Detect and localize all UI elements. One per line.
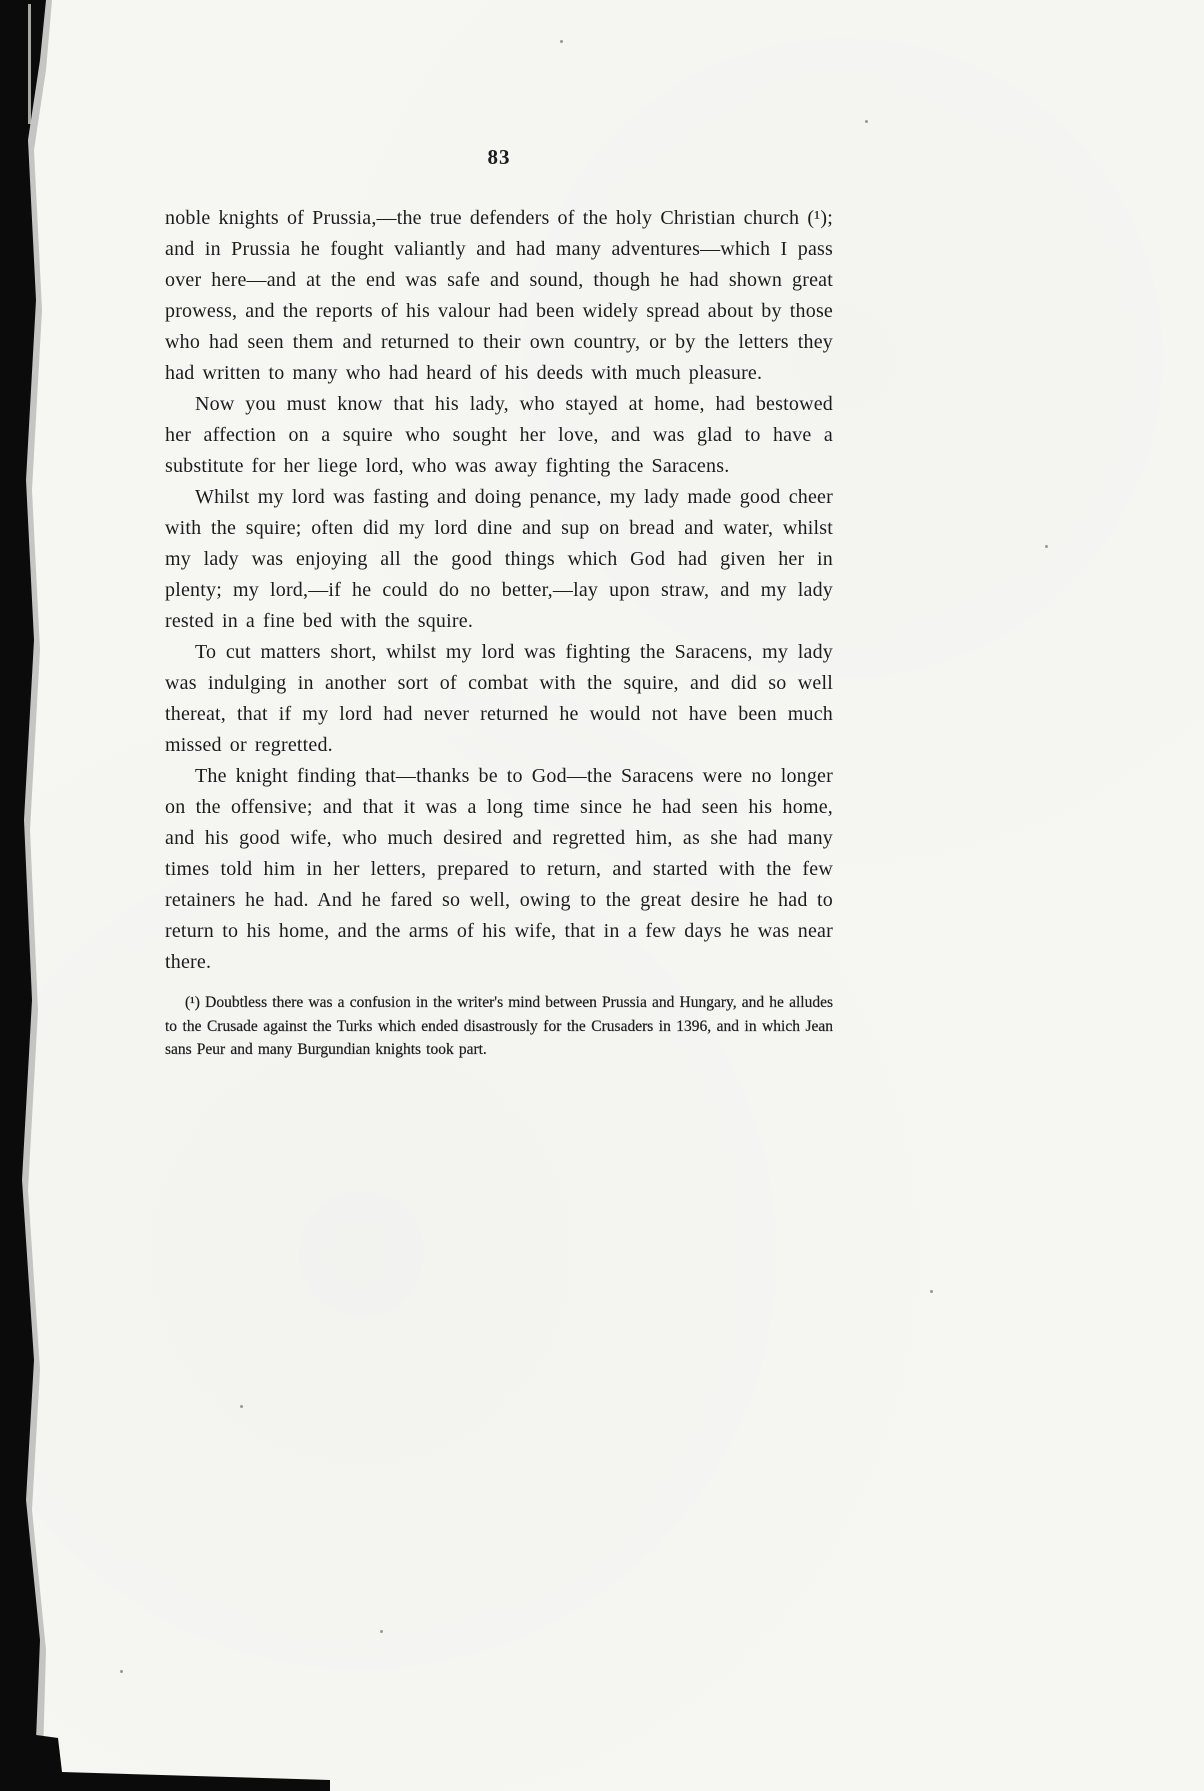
scan-speckle [380,1630,383,1633]
scan-speckle [930,1290,933,1293]
scan-speckle [120,1670,123,1673]
scan-speckle [240,1405,243,1408]
text-block [165,145,833,1062]
page-number: 83 [487,145,511,169]
scan-speckle [560,40,563,43]
scan-speckle [1045,545,1048,548]
paragraph: The knight finding that—thanks be to God—the Saracens were no longer on the offensive; and that it was a long time since he had seen his home, and his good wife, who much desired and regretted him, as she had many times told him in her letters, prepared to return, and started with the few retainers he had. And he fared so well, owing to the great desire he had to return to his home, and the arms of his wife, that in a few days he was near there. [165,765,833,973]
paragraph: Whilst my lord was fasting and doing penance, my lady made good cheer with the squire; often did my lord dine and sup on bread and water, whilst my lady was enjoying all the good things which God had given her in plenty; my lord,—if he could do no better,—lay upon straw, and my lady rested in a fine bed with the squire. [165,486,833,632]
paragraph: noble knights of Prussia,—the true defenders of the holy Christian church (¹); and in Prussia he fought valiantly and had many adventures—which I pass over here—and at the end was safe and sound, though he had shown great prowess, and the reports of his valour had been widely spread about by those who had seen them and returned to their own country, or by the letters they had written to many who had heard of his deeds with much pleasure. [165,207,833,384]
footnote: (¹) Doubtless there was a confusion in the writer's mind between Prussia and Hungary, and he alludes to the Crusade against the Turks which ended disastrously for the Crusaders in 1396, and in which Jean sans Peur and many Burgundian knights took part. [165,994,833,1058]
scan-speckle [865,120,868,123]
paragraph: Now you must know that his lady, who stayed at home, had bestowed her affection on a squire who sought her love, and was glad to have a substitute for her liege lord, who was away fighting the Saracens. [165,393,833,477]
paragraph: To cut matters short, whilst my lord was fighting the Saracens, my lady was indulging in another sort of combat with the squire, and did so well thereat, that if my lord had never returned he would not have been much missed or regretted. [165,641,833,756]
